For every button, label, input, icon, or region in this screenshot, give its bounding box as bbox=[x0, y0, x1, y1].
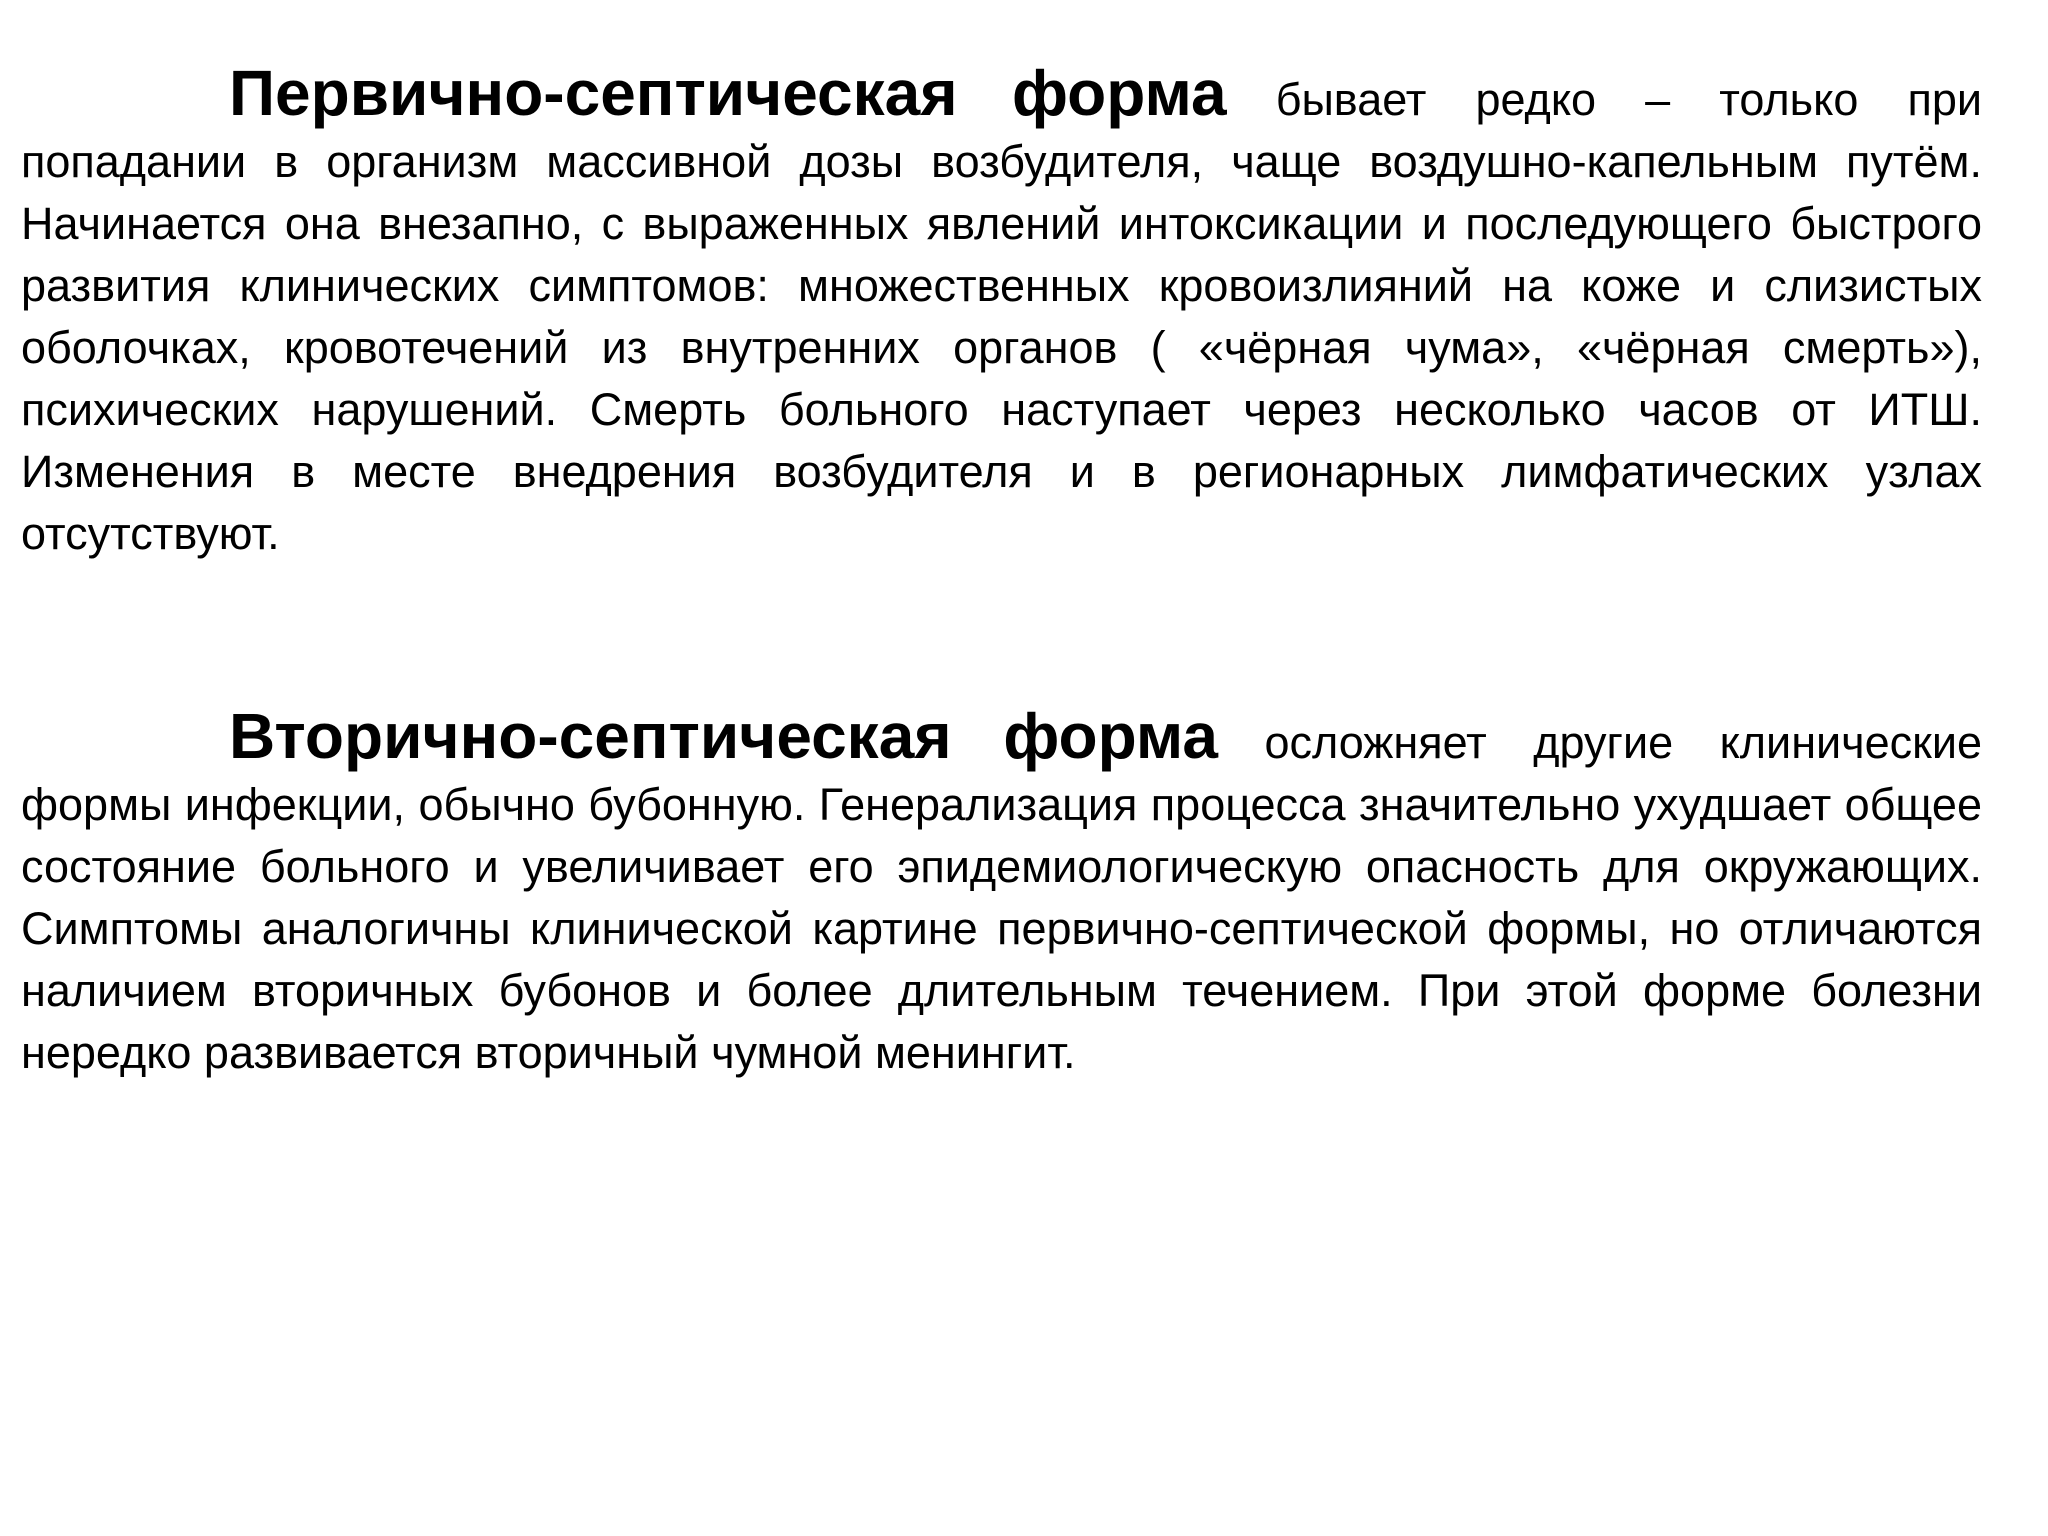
primary-septic-paragraph bbox=[21, 57, 1982, 565]
secondary-septic-paragraph bbox=[21, 700, 1983, 1084]
primary-septic-text: бывает редко – только при попадании в организм массивной дозы возбудителя, чаще воздушно-капельным путём. Начинается она внезапно, с выраженных явлений интоксикации и последующего быстрого развития клинических симптомов: множественных кровоизлияний на коже и слизистых оболочках, кровотечений из внутренних органов ( «чёрная чума», «чёрная смерть»), психических нарушений. Смерть больного наступает через несколько часов от ИТШ. Изменения в месте внедрения возбудителя и в регионарных лимфатических узлах отсутствуют. bbox=[21, 74, 1982, 559]
secondary-septic-text: осложняет другие клинические формы инфекции, обычно бубонную. Генерализация процесса значительно ухудшает общее состояние больного и увеличивает его эпидемиологическую опасность для окружающих. Симптомы аналогичны клинической картине первично-септической формы, но отличаются наличием вторичных бубонов и более длительным течением. При этой форме болезни нередко развивается вторичный чумной менингит. bbox=[21, 717, 1983, 1078]
secondary-septic-term: Вторично-септическая форма bbox=[229, 700, 1218, 772]
primary-septic-term: Первично-септическая форма bbox=[229, 57, 1227, 129]
